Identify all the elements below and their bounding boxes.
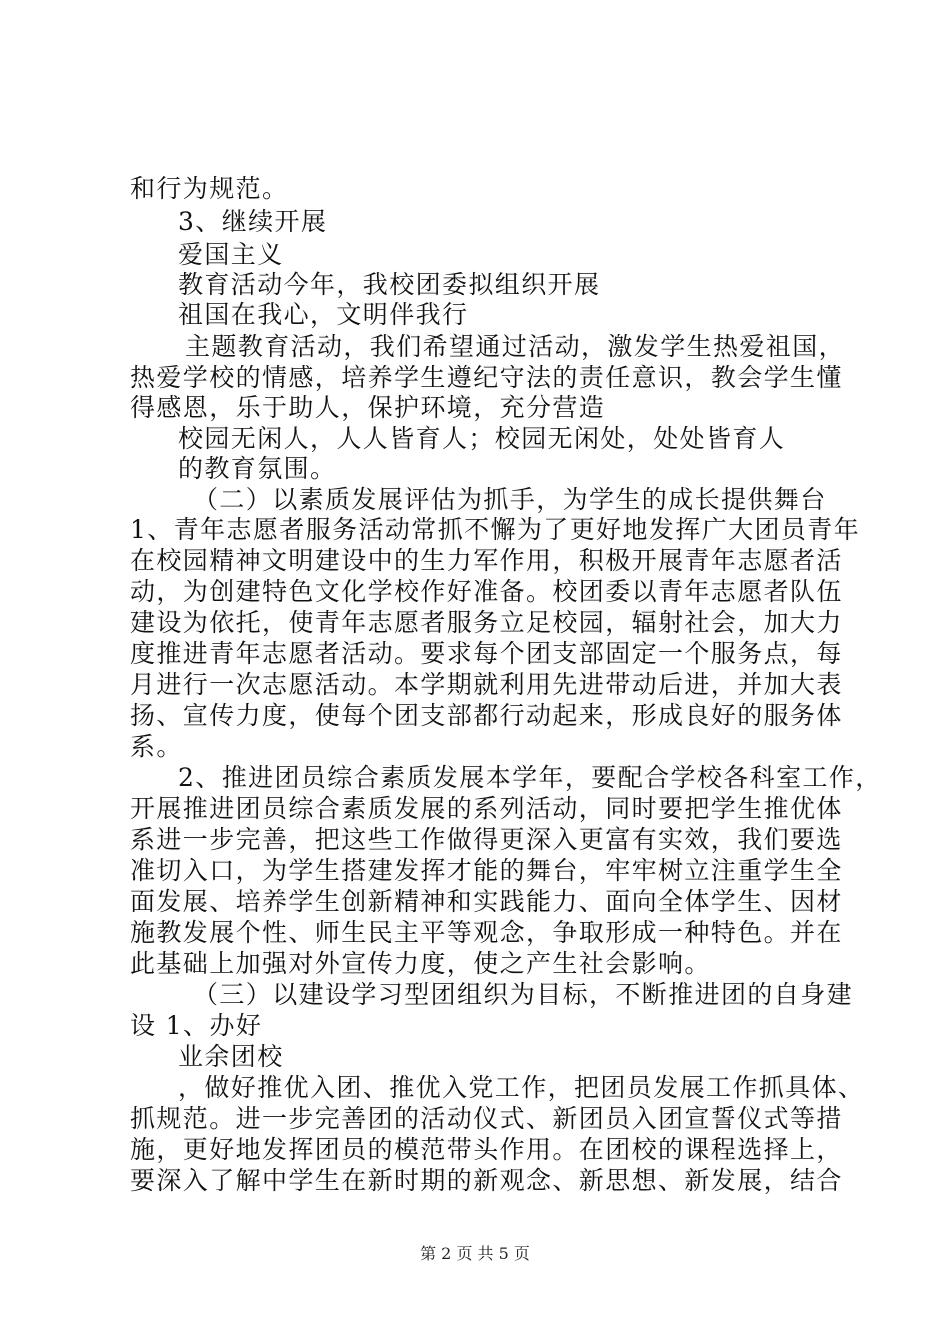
text-line: 热爱学校的情感，培养学生遵纪守法的责任意识，教会学生懂	[130, 363, 843, 392]
text-line: 1、青年志愿者服务活动常抓不懈为了更好地发挥广大团员青年	[130, 515, 861, 544]
text-line: 系。	[130, 732, 183, 761]
text-line: 扬、宣传力度，使每个团支部都行动起来，形成良好的服务体	[130, 701, 843, 730]
text-line: 3、继续开展	[178, 207, 328, 236]
text-line: 开展推进团员综合素质发展的系列活动，同时要把学生推优体	[130, 794, 843, 823]
text-line: 准切入口，为学生搭建发挥才能的舞台，牢牢树立注重学生全	[130, 856, 843, 885]
text-line: 抓规范。进一步完善团的活动仪式、新团员入团宣誓仪式等措	[130, 1104, 843, 1133]
section-heading: （三）以建设学习型团组织为目标，不断推进团的自身建	[193, 980, 854, 1009]
text-line: 面发展、培养学生创新精神和实践能力、面向全体学生、因材	[130, 887, 843, 916]
text-line: 教育活动今年，我校团委拟组织开展	[178, 270, 601, 299]
text-line: 系进一步完善，把这些工作做得更深入更富有实效，我们要选	[130, 825, 843, 854]
text-line: 祖国在我心，文明伴我行	[178, 300, 469, 329]
page-number-footer: 第 2 页 共 5 页	[420, 1244, 530, 1263]
text-line: 业余团校	[178, 1042, 284, 1071]
text-line: 要深入了解中学生在新时期的新观念、新思想、新发展，结合	[130, 1166, 843, 1195]
text-line: ，做好推优入团、推优入党工作，把团员发展工作抓具体、	[178, 1073, 865, 1102]
text-line: 设 1、办好	[130, 1011, 263, 1040]
text-line: 校园无闲人，人人皆育人；校园无闲处，处处皆育人	[178, 424, 786, 453]
text-line: 动，为创建特色文化学校作好准备。校团委以青年志愿者队伍	[130, 577, 843, 606]
text-line: 2、推进团员综合素质发展本学年，要配合学校各科室工作，	[178, 763, 882, 792]
text-line: 施教发展个性、师生民主平等观念，争取形成一种特色。并在	[130, 918, 843, 947]
text-line: 建设为依托，使青年志愿者服务立足校园，辐射社会，加大力	[130, 608, 843, 637]
text-line: 和行为规范。	[130, 174, 289, 203]
text-line: 施，更好地发挥团员的模范带头作用。在团校的课程选择上，	[130, 1135, 843, 1164]
text-line: 主题教育活动，我们希望通过活动，激发学生热爱祖国，	[185, 332, 846, 361]
text-line: 月进行一次志愿活动。本学期就利用先进带动后进，并加大表	[130, 670, 843, 699]
section-heading: （二）以素质发展评估为抓手，为学生的成长提供舞台	[193, 485, 827, 514]
text-line: 得感恩，乐于助人，保护环境，充分营造	[130, 393, 606, 422]
text-line: 爱国主义	[178, 240, 284, 269]
text-line: 在校园精神文明建设中的生力军作用，积极开展青年志愿者活	[130, 546, 843, 575]
text-line: 的教育氛围。	[178, 454, 337, 483]
text-line: 度推进青年志愿者活动。要求每个团支部固定一个服务点，每	[130, 639, 843, 668]
text-line: 此基础上加强对外宣传力度，使之产生社会影响。	[130, 949, 711, 978]
